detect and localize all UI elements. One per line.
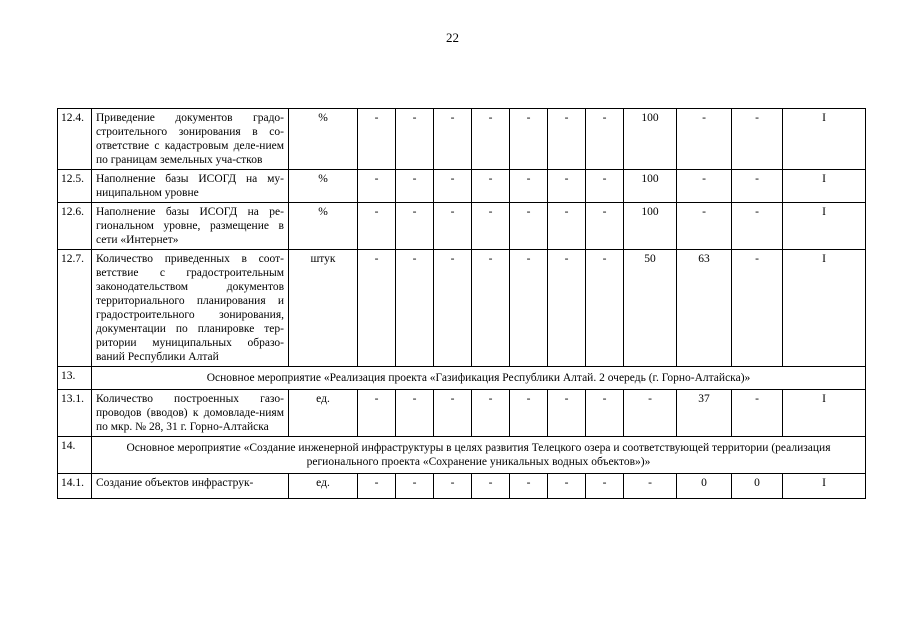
value-cell: -: [510, 109, 548, 170]
indicators-table: [57, 108, 866, 499]
value-cell: -: [586, 170, 624, 203]
table-row: [58, 390, 866, 437]
value-cell: -: [732, 390, 783, 437]
value-cell: 37: [677, 390, 732, 437]
unit-cell: ед.: [289, 390, 358, 437]
value-cell: -: [396, 170, 434, 203]
unit-cell: штук: [289, 250, 358, 367]
value-cell: -: [624, 474, 677, 499]
value-cell: -: [396, 474, 434, 499]
value-cell: -: [358, 203, 396, 250]
section-title: Основное мероприятие «Реализация проекта «Газификация Республики Алтай. 2 очередь (г. Горно-Алтайска)»: [92, 367, 866, 390]
value-cell: -: [732, 250, 783, 367]
value-cell: 50: [624, 250, 677, 367]
indicator-name: Количество построенных газо-проводов (вводов) к домовладе-ниям по мкр. № 28, 31 г. Горно-Алтайска: [92, 390, 289, 437]
value-cell: -: [472, 250, 510, 367]
value-cell: 100: [624, 170, 677, 203]
value-cell: -: [586, 109, 624, 170]
row-number: 13.1.: [58, 390, 92, 437]
unit-cell: ед.: [289, 474, 358, 499]
row-number: 14.: [58, 437, 92, 474]
value-cell: I: [783, 474, 866, 499]
value-cell: -: [434, 390, 472, 437]
value-cell: -: [586, 390, 624, 437]
value-cell: -: [548, 250, 586, 367]
value-cell: -: [548, 109, 586, 170]
value-cell: -: [396, 109, 434, 170]
value-cell: -: [548, 203, 586, 250]
value-cell: I: [783, 390, 866, 437]
indicator-name: Количество приведенных в соот-ветствие с градостроительным законодательством документов территориального планирования и градостроительного зонирования, документации по планировке тер-ритории муниципальных образо-ваний Республики Алтай: [92, 250, 289, 367]
row-number: 12.4.: [58, 109, 92, 170]
section-title: Основное мероприятие «Создание инженерной инфраструктуры в целях развития Телецкого озера и соответствующей территории (реализация регионального проекта «Сохранение уникальных водных объектов»)»: [92, 437, 866, 474]
value-cell: -: [472, 170, 510, 203]
indicator-name: Наполнение базы ИСОГД на му-ниципальном уровне: [92, 170, 289, 203]
value-cell: -: [677, 203, 732, 250]
unit-cell: %: [289, 203, 358, 250]
value-cell: 100: [624, 203, 677, 250]
row-number: 12.7.: [58, 250, 92, 367]
value-cell: -: [434, 170, 472, 203]
table-row: [58, 170, 866, 203]
value-cell: -: [586, 250, 624, 367]
value-cell: -: [586, 203, 624, 250]
value-cell: -: [677, 109, 732, 170]
row-number: 12.6.: [58, 203, 92, 250]
value-cell: -: [624, 390, 677, 437]
value-cell: -: [358, 250, 396, 367]
indicator-name: Создание объектов инфраструк-: [92, 474, 289, 499]
table-body: [58, 109, 866, 499]
table-row: [58, 367, 866, 390]
value-cell: -: [358, 474, 396, 499]
value-cell: I: [783, 250, 866, 367]
value-cell: I: [783, 109, 866, 170]
unit-cell: %: [289, 170, 358, 203]
table-row: [58, 250, 866, 367]
value-cell: -: [396, 250, 434, 367]
value-cell: -: [396, 390, 434, 437]
value-cell: -: [510, 250, 548, 367]
value-cell: -: [510, 474, 548, 499]
value-cell: 0: [677, 474, 732, 499]
value-cell: 100: [624, 109, 677, 170]
value-cell: -: [510, 170, 548, 203]
table-row: [58, 109, 866, 170]
value-cell: -: [510, 390, 548, 437]
value-cell: -: [586, 474, 624, 499]
value-cell: -: [472, 203, 510, 250]
table-row: [58, 437, 866, 474]
value-cell: -: [358, 109, 396, 170]
value-cell: -: [434, 250, 472, 367]
value-cell: -: [472, 474, 510, 499]
row-number: 12.5.: [58, 170, 92, 203]
indicator-name: Приведение документов градо-строительного зонирования в со-ответствие с кадастровым деле-нием по границам земельных уча-стков: [92, 109, 289, 170]
value-cell: -: [358, 170, 396, 203]
value-cell: -: [358, 390, 396, 437]
page-number: 22: [446, 30, 459, 45]
value-cell: -: [472, 109, 510, 170]
value-cell: I: [783, 203, 866, 250]
value-cell: -: [732, 203, 783, 250]
value-cell: -: [732, 170, 783, 203]
value-cell: -: [472, 390, 510, 437]
row-number: 14.1.: [58, 474, 92, 499]
indicator-name: Наполнение базы ИСОГД на ре-гиональном уровне, размещение в сети «Интернет»: [92, 203, 289, 250]
value-cell: -: [732, 109, 783, 170]
value-cell: I: [783, 170, 866, 203]
value-cell: -: [548, 474, 586, 499]
value-cell: -: [434, 474, 472, 499]
value-cell: 0: [732, 474, 783, 499]
table-row: [58, 203, 866, 250]
value-cell: -: [434, 109, 472, 170]
value-cell: -: [396, 203, 434, 250]
value-cell: -: [510, 203, 548, 250]
row-number: 13.: [58, 367, 92, 390]
value-cell: -: [548, 170, 586, 203]
value-cell: -: [548, 390, 586, 437]
table-row: [58, 474, 866, 499]
unit-cell: %: [289, 109, 358, 170]
value-cell: -: [677, 170, 732, 203]
value-cell: -: [434, 203, 472, 250]
value-cell: 63: [677, 250, 732, 367]
